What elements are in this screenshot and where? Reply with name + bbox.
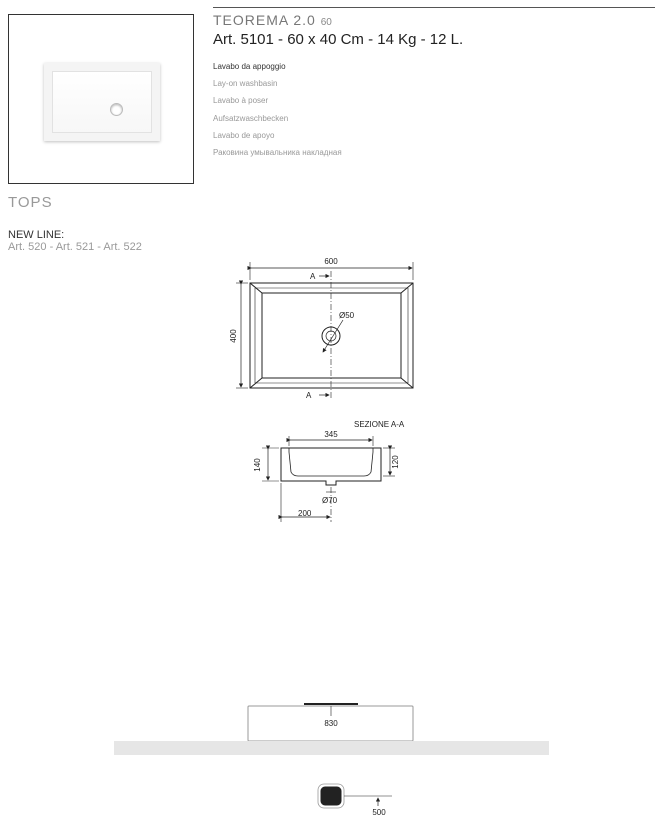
top-view — [236, 262, 413, 398]
top-height-label: 400 — [229, 329, 238, 343]
description-en: Lay-on washbasin — [213, 79, 278, 88]
top-plate-width-label: 830 — [324, 719, 338, 728]
section-outer-height-label: 140 — [253, 458, 262, 472]
series-name: TEOREMA 2.0 — [213, 12, 316, 28]
description-it: Lavabo da appoggio — [213, 62, 286, 71]
section-width-label: 345 — [324, 430, 338, 439]
section-inner-height-label: 120 — [391, 455, 400, 469]
category-title: TOPS — [8, 194, 53, 211]
section-mark-bottom: A — [306, 391, 312, 400]
description-es: Lavabo de apoyo — [213, 131, 275, 140]
top-view-outline — [250, 283, 413, 388]
column-label: 500 — [372, 808, 386, 817]
top-width-label: 600 — [324, 257, 338, 266]
description-ru: Раковина умывальника накладная — [213, 148, 342, 157]
article-spec: Art. 5101 - 60 x 40 Cm - 14 Kg - 12 L. — [213, 31, 464, 48]
section-view — [262, 436, 395, 522]
section-offset-label: 200 — [298, 509, 312, 518]
section-outline — [281, 448, 381, 485]
section-title: SEZIONE A-A — [354, 420, 405, 429]
column-detail — [318, 784, 392, 808]
description-de: Aufsatzwaschbecken — [213, 114, 289, 123]
section-mark-top: A — [310, 272, 316, 281]
new-line-heading: NEW LINE: — [8, 229, 65, 241]
column-square — [321, 787, 341, 805]
drain-size-label: Ø50 — [339, 311, 355, 320]
series-size: 60 — [320, 17, 332, 28]
new-line-articles: Art. 520 - Art. 521 - Art. 522 — [8, 241, 142, 253]
description-fr: Lavabo à poser — [213, 96, 269, 105]
top-view-inner-rim — [262, 293, 401, 378]
section-drain-label: Ø70 — [322, 496, 338, 505]
counter-top-bar — [114, 741, 549, 755]
